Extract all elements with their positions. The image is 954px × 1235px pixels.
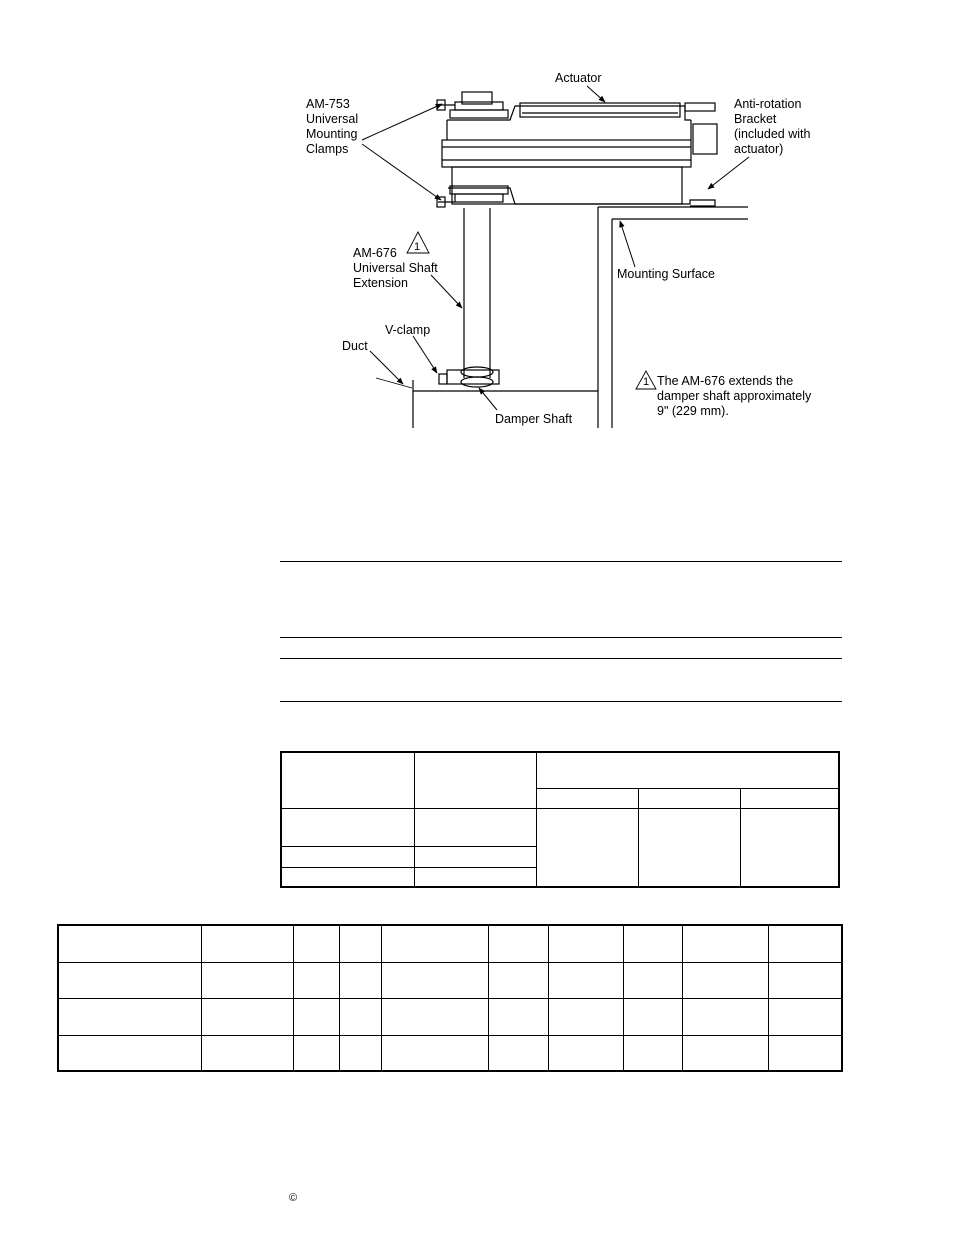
- table-cell: [414, 808, 536, 846]
- table-cell: [536, 808, 638, 887]
- table-row: [58, 962, 842, 998]
- table-cell: [638, 788, 740, 808]
- divider: [280, 658, 842, 659]
- table-cell: [281, 808, 414, 846]
- divider: [280, 701, 842, 702]
- label-actuator: Actuator: [555, 71, 602, 85]
- note-marker: 1: [643, 376, 650, 388]
- table-cell: [281, 846, 414, 867]
- note-marker: 1: [414, 241, 421, 253]
- table-cell: [740, 808, 839, 887]
- label-mounting-surface: Mounting Surface: [617, 267, 715, 281]
- divider: [280, 637, 842, 638]
- note-text: The AM-676 extends the damper shaft approximately 9" (229 mm).: [657, 374, 812, 418]
- label-v-clamp: V-clamp: [385, 323, 431, 337]
- table-row: [58, 925, 842, 962]
- table-cell: [281, 867, 414, 887]
- table-cell: [414, 846, 536, 867]
- table-cell: [281, 752, 414, 808]
- table-row: [58, 998, 842, 1035]
- label-mounting-clamps: AM-753 Universal Mounting Clamps: [306, 97, 359, 156]
- table-cell: [536, 752, 839, 788]
- label-shaft-extension: AM-676 Universal Shaft Extension: [353, 246, 438, 290]
- table-cell: [638, 808, 740, 887]
- shaft-extension: [439, 208, 499, 387]
- table-cell: [414, 867, 536, 887]
- top-clamp: [437, 92, 508, 118]
- table-cell: [536, 788, 638, 808]
- table-cell: [740, 788, 839, 808]
- copyright-symbol: ©: [289, 1192, 298, 1204]
- label-duct: Duct: [342, 339, 368, 353]
- upper-table: [280, 751, 840, 888]
- table-cell: [414, 752, 536, 808]
- lower-table: [57, 924, 843, 1072]
- label-damper-shaft: Damper Shaft: [495, 412, 573, 426]
- divider: [280, 561, 842, 562]
- table-row: [58, 1035, 842, 1071]
- label-anti-rotation-bracket: Anti-rotation Bracket (included with actuator): [734, 97, 811, 156]
